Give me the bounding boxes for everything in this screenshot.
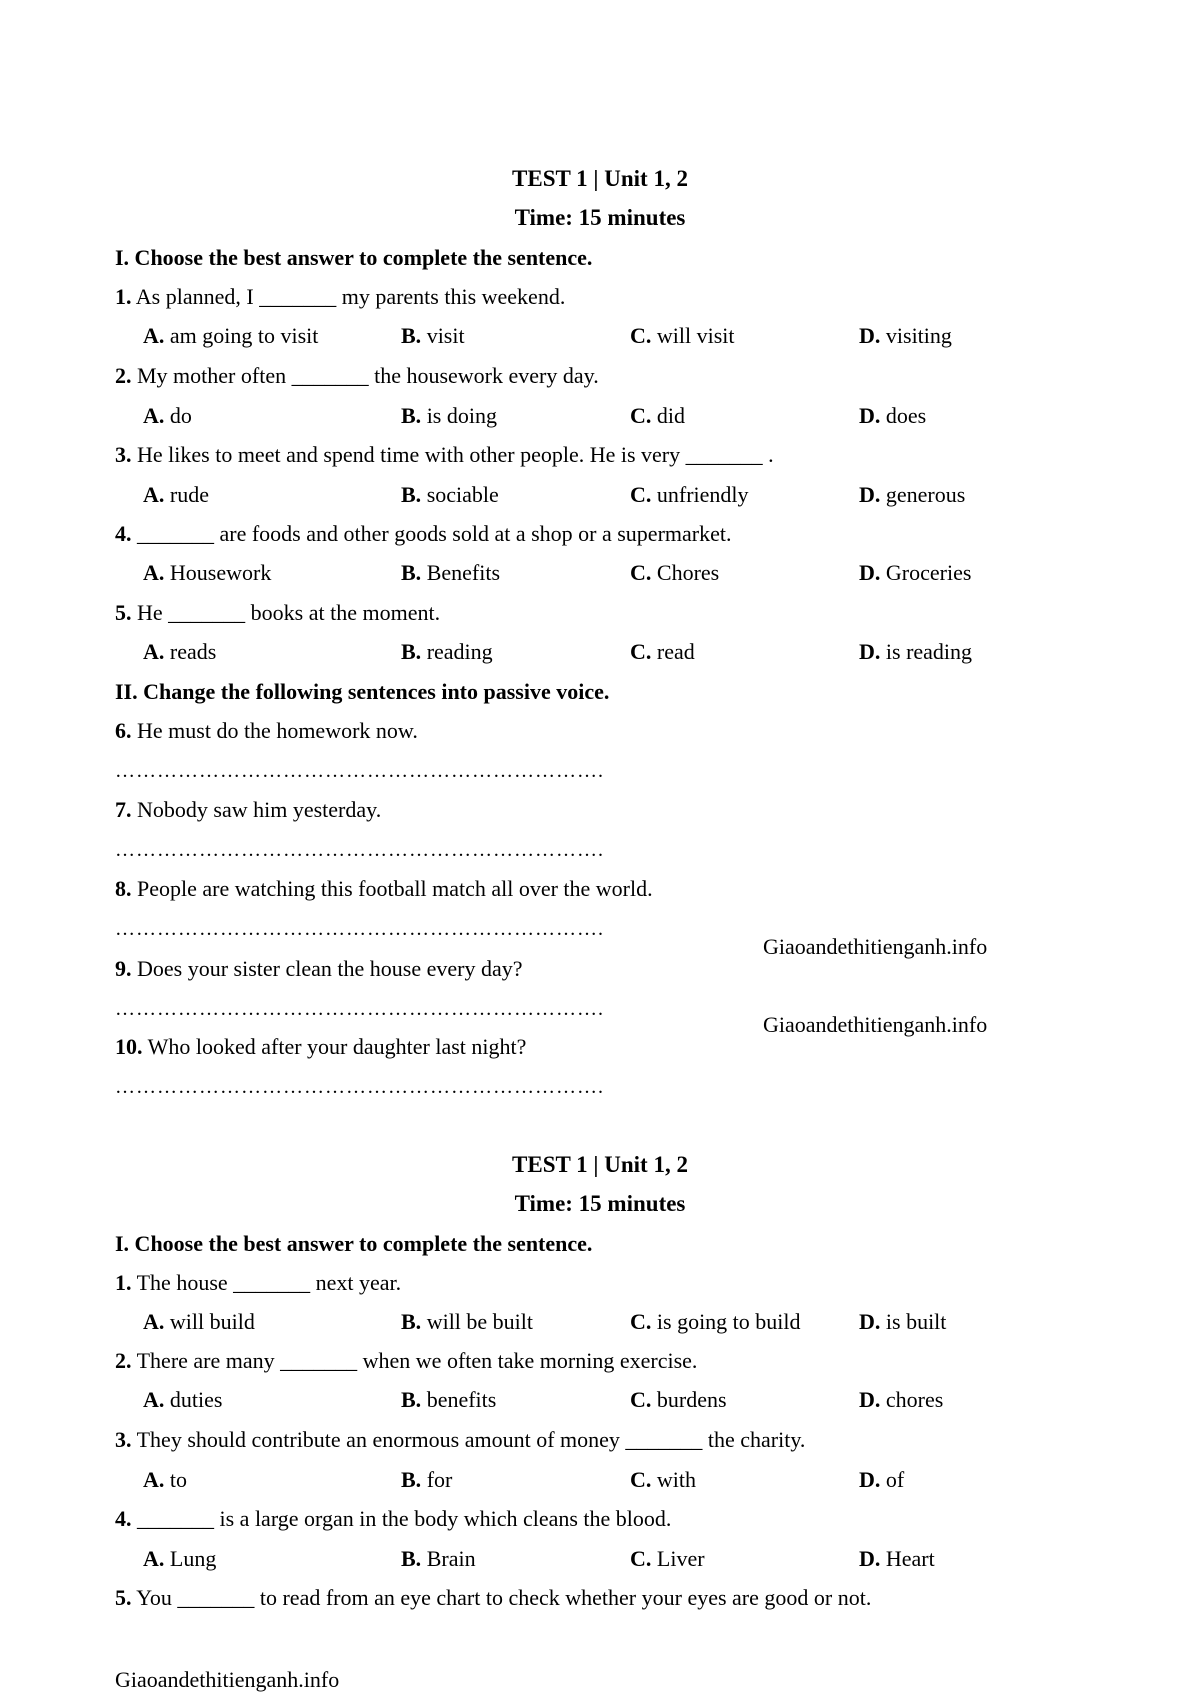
- option-a: A. duties: [143, 1387, 223, 1412]
- option-b: B. sociable: [401, 482, 499, 507]
- answer-options: [143, 323, 1143, 351]
- answer-options: [143, 1309, 1143, 1337]
- option-d: D. Heart: [859, 1546, 935, 1571]
- option-d: D. chores: [859, 1387, 944, 1412]
- answer-options: [143, 1387, 1143, 1415]
- option-d: D. visiting: [859, 323, 952, 348]
- question-text: There are many _______ when we often take morning exercise.: [136, 1348, 698, 1373]
- question-text: They should contribute an enormous amount of money _______ the charity.: [136, 1427, 806, 1452]
- option-b: B. Benefits: [401, 560, 501, 585]
- question-text: _______ is a large organ in the body which cleans the blood.: [137, 1506, 672, 1531]
- option-b: B. Brain: [401, 1546, 476, 1571]
- option-c: C. will visit: [630, 323, 735, 348]
- test-time: Time: 15 minutes: [514, 205, 686, 230]
- option-c: C. Chores: [630, 560, 720, 585]
- question-number: 2.: [115, 363, 132, 388]
- question: [115, 718, 418, 744]
- question: [115, 1034, 526, 1060]
- question-number: 4.: [115, 521, 132, 546]
- question: [115, 1506, 671, 1532]
- question: [115, 956, 522, 982]
- option-d: D. of: [859, 1467, 905, 1492]
- question: [115, 521, 731, 547]
- question: [115, 1585, 871, 1611]
- question: [115, 600, 440, 626]
- question-text: Nobody saw him yesterday.: [137, 797, 382, 822]
- question: [115, 876, 653, 902]
- question-text: He must do the homework now.: [137, 718, 418, 743]
- answer-line: …………………………………………………………….: [115, 760, 604, 782]
- option-c: C. read: [630, 639, 695, 664]
- question: [115, 1270, 401, 1296]
- question-text: _______ are foods and other goods sold at a shop or a supermarket.: [137, 521, 732, 546]
- question-text: My mother often _______ the housework every day.: [137, 363, 599, 388]
- option-c: C. burdens: [630, 1387, 727, 1412]
- answer-options: [143, 403, 1143, 431]
- question-text: Who looked after your daughter last night?: [147, 1034, 527, 1059]
- option-a: A. do: [143, 403, 192, 428]
- option-c: C. unfriendly: [630, 482, 749, 507]
- question-text: He _______ books at the moment.: [137, 600, 441, 625]
- option-a: A. Lung: [143, 1546, 217, 1571]
- answer-line: …………………………………………………………….: [115, 839, 604, 861]
- answer-options: [143, 482, 1143, 510]
- option-a: A. reads: [143, 639, 217, 664]
- question-number: 3.: [115, 1427, 132, 1452]
- option-b: B. will be built: [401, 1309, 534, 1334]
- section-heading: I. Choose the best answer to complete the sentence.: [115, 1231, 593, 1256]
- option-d: D. does: [859, 403, 927, 428]
- option-c: C. did: [630, 403, 686, 428]
- option-b: B. benefits: [401, 1387, 497, 1412]
- watermark: Giaoandethitienganh.info: [763, 934, 988, 959]
- question-text: He likes to meet and spend time with other people. He is very _______ .: [137, 442, 774, 467]
- question: [115, 1348, 697, 1374]
- option-c: C. Liver: [630, 1546, 705, 1571]
- option-d: D. is built: [859, 1309, 947, 1334]
- test-time: Time: 15 minutes: [514, 1191, 686, 1216]
- answer-options: [143, 560, 1143, 588]
- question-text: Does your sister clean the house every day?: [137, 956, 523, 981]
- option-a: A. Housework: [143, 560, 272, 585]
- question: [115, 1427, 805, 1453]
- option-d: D. is reading: [859, 639, 973, 664]
- answer-options: [143, 639, 1143, 667]
- test-title: TEST 1 | Unit 1, 2: [512, 1152, 688, 1177]
- question-number: 2.: [115, 1348, 132, 1373]
- question-number: 10.: [115, 1034, 143, 1059]
- question-number: 9.: [115, 956, 132, 981]
- option-c: C. with: [630, 1467, 697, 1492]
- answer-options: [143, 1546, 1143, 1574]
- question-number: 8.: [115, 876, 132, 901]
- option-b: B. is doing: [401, 403, 497, 428]
- question: [115, 284, 565, 310]
- question-number: 1.: [115, 1270, 132, 1295]
- option-c: C. is going to build: [630, 1309, 801, 1334]
- question: [115, 442, 774, 468]
- question: [115, 363, 599, 389]
- section-heading: II. Change the following sentences into passive voice.: [115, 679, 610, 704]
- question-number: 3.: [115, 442, 132, 467]
- answer-options: [143, 1467, 1143, 1495]
- option-d: D. generous: [859, 482, 966, 507]
- question-number: 6.: [115, 718, 132, 743]
- question: [115, 797, 381, 823]
- option-b: B. visit: [401, 323, 465, 348]
- question-text: As planned, I _______ my parents this weekend.: [135, 284, 566, 309]
- footer-watermark: Giaoandethitienganh.info: [115, 1667, 340, 1692]
- question-number: 4.: [115, 1506, 132, 1531]
- section-heading: I. Choose the best answer to complete the sentence.: [115, 245, 593, 270]
- option-b: B. for: [401, 1467, 453, 1492]
- option-b: B. reading: [401, 639, 493, 664]
- option-d: D. Groceries: [859, 560, 972, 585]
- question-text: You _______ to read from an eye chart to check whether your eyes are good or not.: [136, 1585, 872, 1610]
- answer-line: …………………………………………………………….: [115, 918, 604, 940]
- question-number: 1.: [115, 284, 132, 309]
- option-a: A. am going to visit: [143, 323, 319, 348]
- question-text: People are watching this football match all over the world.: [137, 876, 653, 901]
- option-a: A. will build: [143, 1309, 255, 1334]
- option-a: A. rude: [143, 482, 209, 507]
- question-number: 5.: [115, 1585, 132, 1610]
- question-text: The house _______ next year.: [136, 1270, 402, 1295]
- question-number: 5.: [115, 600, 132, 625]
- option-a: A. to: [143, 1467, 188, 1492]
- watermark: Giaoandethitienganh.info: [763, 1012, 988, 1037]
- answer-line: …………………………………………………………….: [115, 1076, 604, 1098]
- answer-line: …………………………………………………………….: [115, 998, 604, 1020]
- question-number: 7.: [115, 797, 132, 822]
- test-title: TEST 1 | Unit 1, 2: [512, 166, 688, 191]
